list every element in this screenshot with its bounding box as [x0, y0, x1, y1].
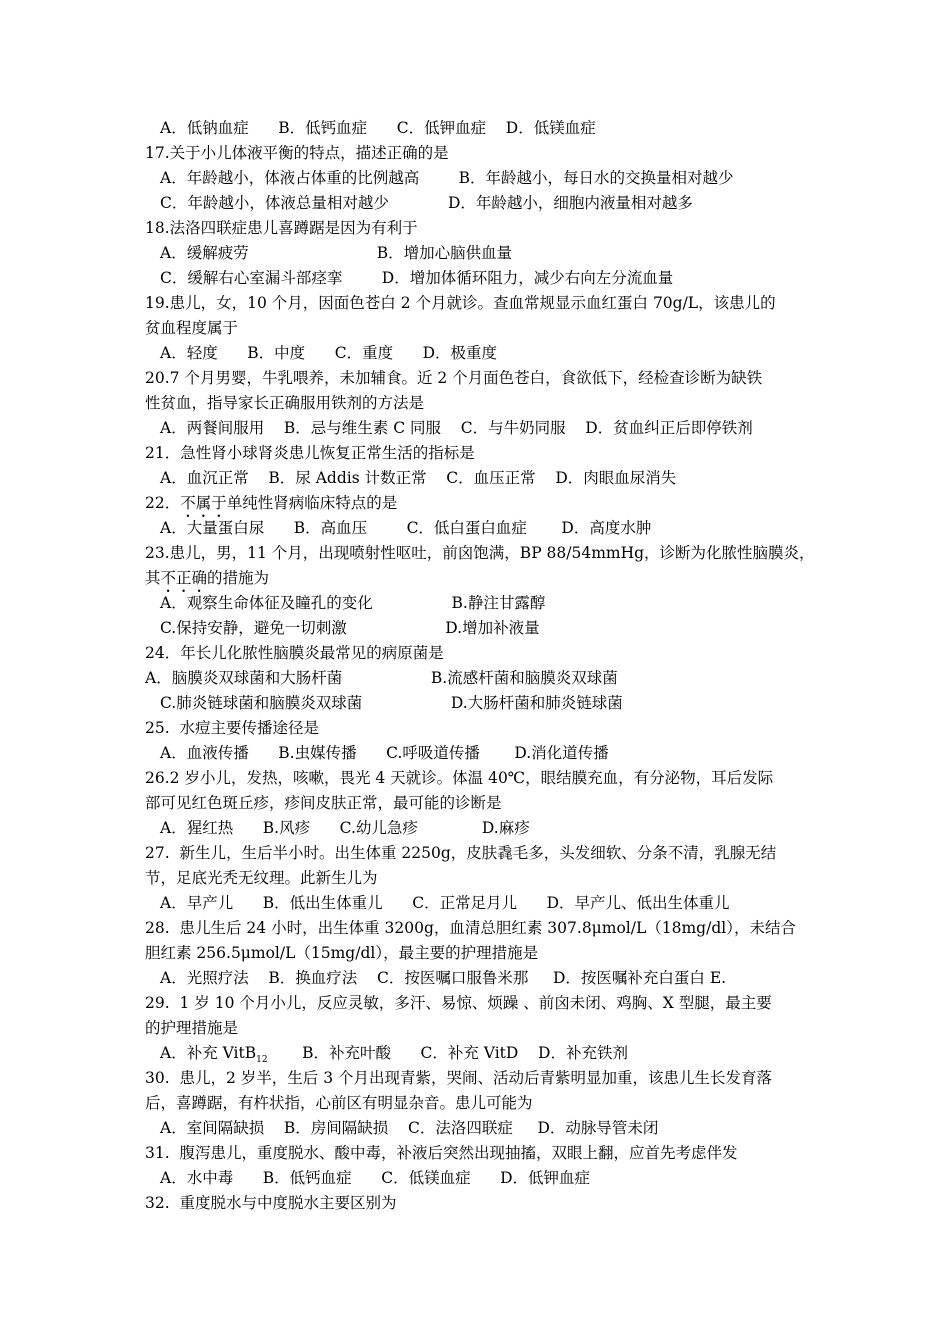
text-line: 19.患儿，女，10 个月，因面色苍白 2 个月就诊。查血常规显示血红蛋白 70g/L，该患儿的 [145, 294, 776, 312]
text-line: A．早产儿 B．低出生体重儿 C．正常足月儿 D．早产儿、低出生体重儿 [160, 894, 730, 912]
text-line: A．轻度 B．中度 C．重度 D．极重度 [160, 344, 498, 362]
line-text: A．补充 VitB [160, 1044, 257, 1062]
text-line: A．脑膜炎双球菌和大肠杆菌 B.流感杆菌和脑膜炎双球菌 [145, 669, 618, 687]
text-line: 20.7 个月男婴，牛乳喂养，未加辅食。近 2 个月面色苍白，食欲低下，经检查诊断为缺铁 [145, 369, 763, 387]
text-line: C.肺炎链球菌和脑膜炎双球菌 D.大肠杆菌和肺炎链球菌 [160, 694, 623, 712]
text-line [160, 1043, 628, 1070]
text-line: 贫血程度属于 [145, 319, 239, 337]
text-line: 17.关于小儿体液平衡的特点，描述正确的是 [145, 144, 449, 162]
text-line: A．观察生命体征及瞳孔的变化 B.静注甘露醇 [160, 594, 546, 612]
text-line: A．两餐间服用 B．忌与维生素 C 同服 C．与牛奶同服 D．贫血纠正后即停铁剂 [160, 419, 753, 437]
text-line: 28. 患儿生后 24 小时，出生体重 3200g，血清总胆红素 307.8μmol/L（18mg/dl），未结合 [145, 919, 796, 937]
text-line: 32. 重度脱水与中度脱水主要区别为 [145, 1194, 397, 1212]
text-line: 胆红素 256.5μmol/L（15mg/dl），最主要的护理措施是 [145, 944, 539, 962]
text-line: A．血沉正常 B．尿 Addis 计数正常 C．血压正常 D．肉眼血尿消失 [160, 469, 677, 487]
line-text: B．补充叶酸 C．补充 VitD D．补充铁剂 [267, 1044, 628, 1062]
text-line: A．低钠血症 B．低钙血症 C．低钾血症 D．低镁血症 [160, 119, 596, 137]
line-text: 其 [145, 569, 161, 587]
text-line: 25. 水痘主要传播途径是 [145, 719, 320, 737]
emphasized-text: 不正确 [160, 569, 208, 587]
text-line: A．年龄越小，体液占体重的比例越高 B．年龄越小，每日水的交换量相对越少 [160, 169, 734, 187]
text-line: 29. 1 岁 10 个月小儿，反应灵敏，多汗、易惊、烦躁 、前囟未闭、鸡胸、X 型腿，最主要 [145, 994, 772, 1012]
line-text: 22． [145, 494, 181, 512]
subscript: 12 [256, 1055, 268, 1065]
text-line: 26.2 岁小儿，发热，咳嗽，畏光 4 天就诊。体温 40℃，眼结膜充血，有分泌物，耳后发际 [145, 769, 774, 787]
emphasized-text: 不属于 [180, 494, 227, 512]
text-line: C．年龄越小，体液总量相对越少 D．年龄越小，细胞内液量相对越多 [160, 194, 693, 212]
text-line: 部可见红色斑丘疹，疹间皮肤正常，最可能的诊断是 [145, 794, 502, 812]
text-line: A．血液传播 B.虫媒传播 C.呼吸道传播 D.消化道传播 [160, 744, 609, 762]
text-line: 18.法洛四联症患儿喜蹲踞是因为有利于 [145, 219, 418, 237]
text-line: A．光照疗法 B．换血疗法 C．按医嘱口服鲁米那 D．按医嘱补充白蛋白 E. [160, 969, 727, 987]
text-line: A．猩红热 B.风疹 C.幼儿急疹 D.麻疹 [160, 819, 530, 837]
text-line [145, 568, 269, 596]
text-line: C．缓解右心室漏斗部痉挛 D．增加体循环阻力，减少右向左分流血量 [160, 269, 674, 287]
text-line: 节，足底光秃无纹理。此新生儿为 [145, 869, 378, 887]
text-line: A．室间隔缺损 B．房间隔缺损 C．法洛四联症 D．动脉导管未闭 [160, 1119, 659, 1137]
text-line: 30. 患儿，2 岁半，生后 3 个月出现青紫，哭闹、活动后青紫明显加重，该患儿生长发育落 [145, 1069, 773, 1087]
line-text: 单纯性肾病临床特点的是 [226, 494, 398, 512]
text-line: C.保持安静，避免一切刺激 D.增加补液量 [160, 619, 540, 637]
text-line: 23.患儿，男，11 个月，出现喷射性呕吐，前囟饱满，BP 88/54mmHg，诊断为化脓性脑膜炎， [145, 544, 815, 562]
line-text: 的措施为 [207, 569, 270, 587]
text-line [145, 493, 397, 521]
text-line: A．水中毒 B．低钙血症 C．低镁血症 D．低钾血症 [160, 1169, 591, 1187]
text-line: 27. 新生儿，生后半小时。出生体重 2250g，皮肤毳毛多，头发细软、分条不清，乳腺无结 [145, 844, 777, 862]
text-line: 21．急性肾小球肾炎患儿恢复正常生活的指标是 [145, 444, 475, 462]
text-line: 24．年长儿化脓性脑膜炎最常见的病原菌是 [145, 644, 444, 662]
text-line: 的护理措施是 [145, 1019, 239, 1037]
text-line: 性贫血，指导家长正确服用铁剂的方法是 [145, 394, 425, 412]
text-line: A．缓解疲劳 B．增加心脑供血量 [160, 244, 513, 262]
text-line: 后，喜蹲踞，有杵状指，心前区有明显杂音。患儿可能为 [145, 1094, 533, 1112]
text-line: A．大量蛋白尿 B．高血压 C．低白蛋白血症 D．高度水肿 [160, 519, 652, 537]
text-line: 31. 腹泻患儿，重度脱水、酸中毒，补液后突然出现抽搐，双眼上翻，应首先考虑伴发 [145, 1144, 738, 1162]
